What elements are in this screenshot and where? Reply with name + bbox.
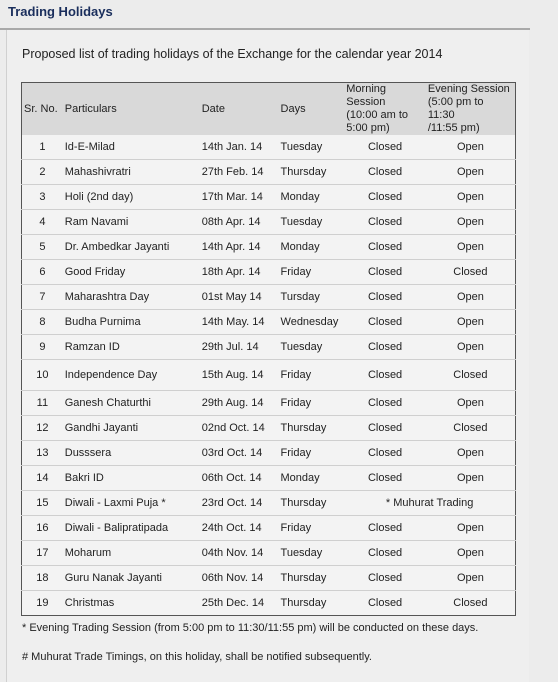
- cell-day: Thursday: [279, 160, 345, 185]
- cell-evening: Open: [426, 466, 516, 491]
- cell-day: Thursday: [280, 597, 327, 609]
- col-header-morning-line2: (10:00 am to: [346, 109, 409, 121]
- cell-sr: 13: [22, 441, 63, 466]
- col-header-morning-line3: 5:00 pm): [346, 122, 390, 134]
- cell-particulars: Holi (2nd day): [63, 185, 200, 210]
- table-row: [22, 591, 516, 616]
- cell-day: Thursday: [279, 416, 345, 441]
- cell-particulars: Guru Nanak Jayanti: [63, 566, 200, 591]
- cell-morning: Closed: [344, 310, 426, 335]
- cell-date: 18th Apr. 14: [200, 260, 279, 285]
- intro-text: Proposed list of trading holidays of the Exchange for the calendar year 2014: [22, 47, 443, 61]
- cell-particulars: Dusssera: [63, 441, 200, 466]
- cell-morning: Closed: [344, 391, 426, 416]
- col-header-evening-line3: /11:55 pm): [427, 122, 480, 134]
- cell-sr: 4: [22, 210, 63, 235]
- col-header-evening-line2: (5:00 pm to 11:30: [427, 96, 484, 121]
- cell-muhurat-trading: * Muhurat Trading: [344, 491, 515, 516]
- cell-particulars: Diwali - Balipratipada: [63, 516, 200, 541]
- table-row: [22, 541, 516, 566]
- cell-evening: Open: [426, 235, 516, 260]
- cell-particulars: Diwali - Laxmi Puja *: [63, 491, 200, 516]
- cell-morning: Closed: [344, 285, 426, 310]
- table-row: [22, 185, 516, 210]
- cell-date: 14th Apr. 14: [200, 235, 279, 260]
- cell-date: 06th Nov. 14: [200, 566, 279, 591]
- cell-date: 14th Jan. 14: [200, 135, 279, 160]
- cell-morning: Closed: [367, 597, 403, 609]
- cell-morning: Closed: [344, 466, 426, 491]
- cell-date: 29th Aug. 14: [200, 391, 279, 416]
- cell-morning: Closed: [344, 516, 426, 541]
- cell-sr: 14: [22, 466, 63, 491]
- page-title: Trading Holidays: [8, 4, 113, 19]
- col-header-morning-line1: Morning Session: [346, 83, 387, 108]
- col-header-date: Date: [201, 102, 225, 115]
- table-row: [22, 391, 516, 416]
- col-header-evening-line1: Evening Session: [427, 83, 510, 95]
- holidays-table: [21, 82, 516, 616]
- cell-date: 06th Oct. 14: [200, 466, 279, 491]
- cell-particulars: Gandhi Jayanti: [63, 416, 200, 441]
- cell-day: Friday: [279, 360, 345, 391]
- cell-evening: Open: [426, 135, 516, 160]
- cell-day: Friday: [279, 441, 345, 466]
- cell-particulars: Ramzan ID: [63, 335, 200, 360]
- cell-particulars: Dr. Ambedkar Jayanti: [63, 235, 200, 260]
- cell-date: 15th Aug. 14: [200, 360, 279, 391]
- cell-day: Thursday: [279, 491, 345, 516]
- cell-date: 29th Jul. 14: [200, 335, 279, 360]
- cell-sr: 11: [22, 391, 63, 416]
- cell-sr: 10: [22, 360, 63, 391]
- cell-particulars: Id-E-Milad: [63, 135, 200, 160]
- cell-day: Tuesday: [279, 135, 345, 160]
- cell-sr: 6: [22, 260, 63, 285]
- table-row: [22, 566, 516, 591]
- cell-day: Tursday: [279, 285, 345, 310]
- table-row: [22, 491, 516, 516]
- cell-morning: Closed: [344, 335, 426, 360]
- cell-particulars: Independence Day: [63, 360, 200, 391]
- cell-sr: 5: [22, 235, 63, 260]
- cell-date: 17th Mar. 14: [200, 185, 279, 210]
- cell-date: 03rd Oct. 14: [200, 441, 279, 466]
- cell-sr: 17: [22, 541, 63, 566]
- cell-date: 27th Feb. 14: [200, 160, 279, 185]
- cell-evening: Open: [426, 335, 516, 360]
- cell-day: Friday: [279, 260, 345, 285]
- cell-sr: 15: [22, 491, 63, 516]
- cell-sr: 1: [22, 135, 63, 160]
- col-header-morning: [344, 83, 426, 136]
- footnote-evening-session: * Evening Trading Session (from 5:00 pm to 11:30/11:55 pm) will be conducted on these days.: [22, 622, 479, 634]
- table-row: [22, 260, 516, 285]
- table-row: [22, 135, 516, 160]
- cell-particulars: Ganesh Chaturthi: [63, 391, 200, 416]
- cell-date: 24th Oct. 14: [200, 516, 279, 541]
- cell-day: Tuesday: [279, 541, 345, 566]
- cell-particulars: Ram Navami: [63, 210, 200, 235]
- cell-sr: 3: [22, 185, 63, 210]
- cell-evening: Open: [426, 516, 516, 541]
- table-row: [22, 360, 516, 391]
- cell-particulars: Moharum: [63, 541, 200, 566]
- cell-evening: Open: [426, 441, 516, 466]
- cell-morning: Closed: [344, 260, 426, 285]
- cell-sr: 18: [22, 566, 63, 591]
- col-header-sr: Sr. No.: [24, 102, 58, 115]
- cell-morning: Closed: [344, 185, 426, 210]
- table-row: [22, 516, 516, 541]
- cell-day: Monday: [279, 235, 345, 260]
- cell-evening: Open: [426, 160, 516, 185]
- table-header-row: [22, 83, 516, 136]
- cell-evening: Closed: [426, 416, 516, 441]
- cell-particulars: Christmas: [64, 597, 115, 609]
- cell-date: 14th May. 14: [200, 310, 279, 335]
- cell-evening: Closed: [426, 260, 516, 285]
- cell-day: Tuesday: [279, 210, 345, 235]
- cell-day: Monday: [279, 466, 345, 491]
- cell-particulars: Budha Purnima: [63, 310, 200, 335]
- cell-evening: Closed: [426, 360, 516, 391]
- col-header-particulars: Particulars: [64, 102, 117, 115]
- cell-evening: Open: [426, 285, 516, 310]
- table-row: [22, 416, 516, 441]
- cell-sr: 12: [22, 416, 63, 441]
- cell-evening: Open: [426, 391, 516, 416]
- cell-morning: Closed: [344, 416, 426, 441]
- cell-particulars: Mahashivratri: [63, 160, 200, 185]
- cell-evening: Open: [426, 566, 516, 591]
- cell-date: 01st May 14: [200, 285, 279, 310]
- cell-evening: Open: [426, 541, 516, 566]
- cell-morning: Closed: [344, 160, 426, 185]
- cell-sr: 8: [22, 310, 63, 335]
- cell-date: 04th Nov. 14: [200, 541, 279, 566]
- col-header-days: Days: [280, 102, 306, 115]
- cell-morning: Closed: [344, 441, 426, 466]
- page-header: [0, 0, 530, 30]
- table-row: [22, 210, 516, 235]
- cell-sr: 19: [36, 597, 49, 609]
- cell-evening: Open: [426, 185, 516, 210]
- table-row: [22, 235, 516, 260]
- cell-sr: 9: [22, 335, 63, 360]
- cell-morning: Closed: [344, 541, 426, 566]
- table-row: [22, 335, 516, 360]
- cell-date: 08th Apr. 14: [200, 210, 279, 235]
- cell-morning: Closed: [344, 566, 426, 591]
- table-row: [22, 160, 516, 185]
- cell-morning: Closed: [344, 135, 426, 160]
- table-row: [22, 310, 516, 335]
- cell-date: 23rd Oct. 14: [200, 491, 279, 516]
- cell-morning: Closed: [344, 235, 426, 260]
- cell-particulars: Bakri ID: [63, 466, 200, 491]
- cell-evening: Open: [426, 210, 516, 235]
- footnote-muhurat-timings: # Muhurat Trade Timings, on this holiday, shall be notified subsequently.: [22, 651, 372, 663]
- cell-morning: Closed: [344, 210, 426, 235]
- cell-day: Wednesday: [279, 310, 345, 335]
- cell-morning: Closed: [344, 360, 426, 391]
- table-row: [22, 285, 516, 310]
- cell-date: 02nd Oct. 14: [200, 416, 279, 441]
- cell-sr: 16: [22, 516, 63, 541]
- cell-date: 25th Dec. 14: [201, 597, 265, 609]
- cell-day: Monday: [279, 185, 345, 210]
- cell-evening: Open: [426, 310, 516, 335]
- cell-day: Friday: [279, 391, 345, 416]
- cell-day: Friday: [279, 516, 345, 541]
- cell-sr: 2: [22, 160, 63, 185]
- col-header-evening: [426, 83, 516, 136]
- cell-day: Thursday: [279, 566, 345, 591]
- cell-day: Tuesday: [279, 335, 345, 360]
- cell-particulars: Good Friday: [63, 260, 200, 285]
- cell-sr: 7: [22, 285, 63, 310]
- cell-particulars: Maharashtra Day: [63, 285, 200, 310]
- table-row: [22, 441, 516, 466]
- table-row: [22, 466, 516, 491]
- cell-evening: Closed: [453, 597, 488, 609]
